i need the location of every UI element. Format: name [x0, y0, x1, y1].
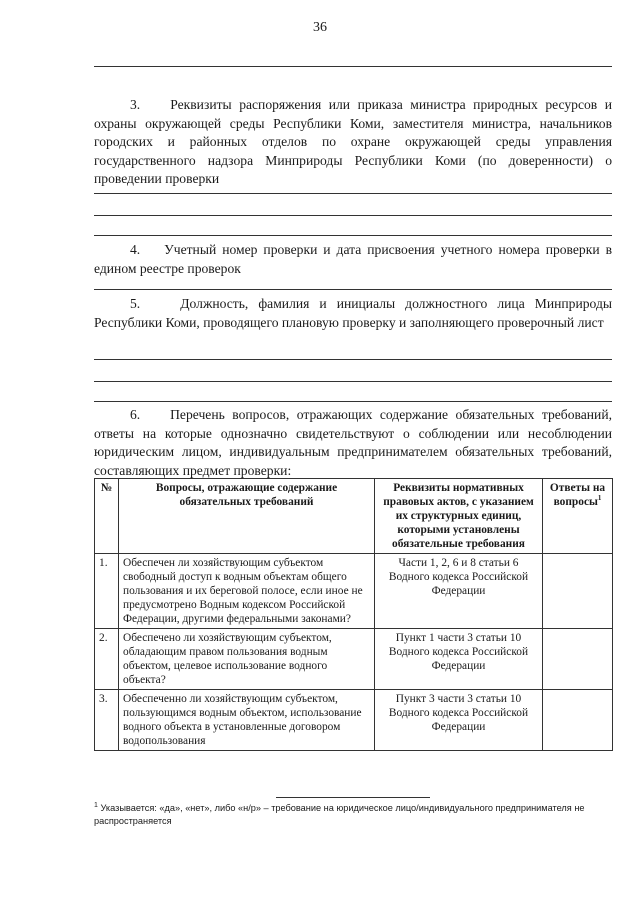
section-5-text: Должность, фамилия и инициалы должностного лица Минприроды Республики Коми, проводящего плановую проверку и заполняющего проверочный лист	[94, 296, 612, 330]
blank-line	[94, 193, 612, 194]
section-6-number: 6.	[130, 407, 141, 422]
requirements-table	[94, 478, 613, 751]
header-answers-label: Ответы на вопросы	[549, 482, 606, 508]
row-answer-cell[interactable]	[543, 690, 613, 751]
section-6-paragraph	[94, 406, 612, 480]
row-num: 1.	[95, 554, 119, 629]
header-requisites: Реквизиты нормативных правовых актов, с указанием их структурных единиц, которыми установлены обязательные требования	[375, 479, 543, 554]
table-row	[95, 554, 613, 629]
header-answers-footnote-marker: 1	[597, 494, 602, 503]
row-question: Обеспечено ли хозяйствующим субъектом, обладающим правом пользования водным объектом, целевое использование водного объекта?	[119, 629, 375, 690]
header-num: №	[95, 479, 119, 554]
footnote-separator	[276, 797, 430, 798]
page-number: 36	[313, 20, 327, 35]
section-3-text: Реквизиты распоряжения или приказа министра природных ресурсов и охраны окружающей среды Республики Коми, заместителя министра, начальников городских и районных отделов по охране окружающей среды управления государственного надзора Минприроды Республики Коми (по доверенности) о проведении проверки	[94, 97, 613, 186]
header-answers	[543, 479, 613, 554]
table-row	[95, 690, 613, 751]
section-4-number: 4.	[130, 242, 141, 257]
blank-line	[94, 235, 612, 236]
row-question: Обеспечен ли хозяйствующим субъектом свободный доступ к водным объектам общего пользования и их береговой полосе, если иное не предусмотрено Водным кодексом Российской Федерации, другими федеральными законами?	[119, 554, 375, 629]
footnote	[94, 802, 614, 828]
row-answer-cell[interactable]	[543, 629, 613, 690]
blank-line	[94, 66, 612, 67]
footnote-marker: 1	[94, 801, 98, 809]
blank-line	[94, 215, 612, 216]
blank-line	[94, 381, 612, 382]
section-6-text: Перечень вопросов, отражающих содержание обязательных требований, ответы на которые однозначно свидетельствуют о соблюдении или несоблюдении юридическим лицом, индивидуальным предпринимателем обязательных требований, составляющих предмет проверки:	[94, 407, 613, 478]
section-5-number: 5.	[130, 296, 141, 311]
blank-line	[94, 401, 612, 402]
row-question: Обеспеченно ли хозяйствующим субъектом, пользующимся водным объектом, использование водного объекта в установленные договором водопользования	[119, 690, 375, 751]
section-3-paragraph	[94, 96, 612, 189]
table-row	[95, 629, 613, 690]
row-num: 3.	[95, 690, 119, 751]
row-num: 2.	[95, 629, 119, 690]
row-requisite: Пункт 1 части 3 статьи 10 Водного кодекса Российской Федерации	[375, 629, 543, 690]
header-question: Вопросы, отражающие содержание обязательных требований	[119, 479, 375, 554]
row-requisite: Пункт 3 части 3 статьи 10 Водного кодекса Российской Федерации	[375, 690, 543, 751]
section-4-paragraph	[94, 241, 612, 278]
row-requisite: Части 1, 2, 6 и 8 статьи 6 Водного кодекса Российской Федерации	[375, 554, 543, 629]
section-3-number: 3.	[130, 97, 141, 112]
section-5-paragraph	[94, 295, 612, 332]
blank-line	[94, 359, 612, 360]
footnote-text: Указывается: «да», «нет», либо «н/р» – требование на юридическое лицо/индивидуального предпринимателя не распространяется	[94, 803, 585, 826]
blank-line	[94, 289, 612, 290]
row-answer-cell[interactable]	[543, 554, 613, 629]
table-header-row	[95, 479, 613, 554]
section-4-text: Учетный номер проверки и дата присвоения учетного номера проверки в едином реестре проверок	[94, 242, 613, 276]
